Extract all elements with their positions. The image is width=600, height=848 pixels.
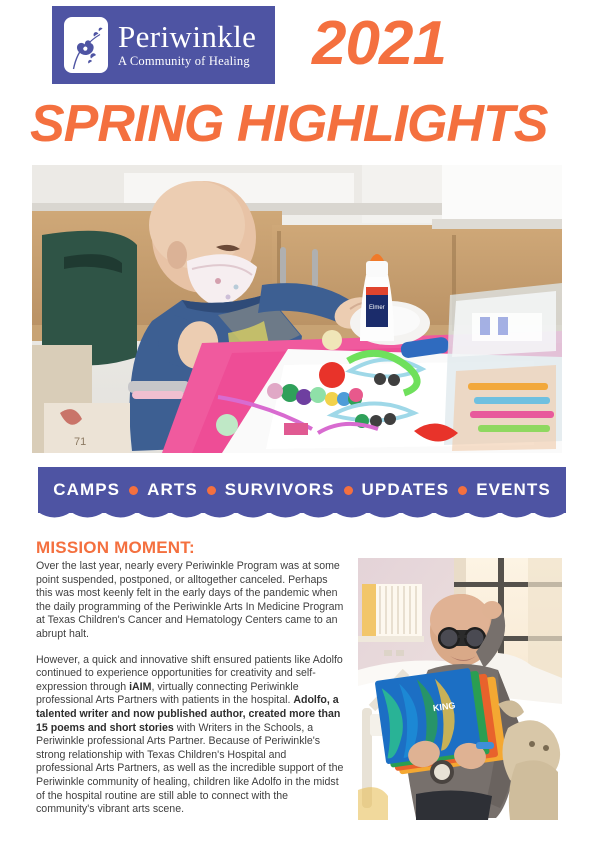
logo-name: Periwinkle — [118, 19, 257, 54]
mission-moment-heading: MISSION MOMENT: — [36, 538, 195, 557]
banner-category-updates[interactable]: UPDATES — [361, 480, 450, 499]
svg-text:71: 71 — [74, 436, 87, 448]
banner-category-events[interactable]: EVENTS — [476, 480, 551, 499]
mission-moment-body — [36, 560, 346, 829]
dot-separator-icon — [129, 486, 138, 495]
dot-separator-icon — [344, 486, 353, 495]
hero-photo — [32, 165, 562, 453]
page-title: SPRING HIGHLIGHTS — [30, 95, 548, 153]
logo-wordmark — [118, 21, 256, 69]
paragraph2-bold-adolfo: Adolfo, a talented writer and now published author, created more than 15 poems and short stories — [36, 694, 341, 734]
page-header — [0, 0, 600, 160]
paragraph2-text-1: However, a quick and innovative shift ensured patients like Adolfo continued to experience opportunities for creativity and self-expression through — [36, 653, 343, 693]
svg-text:KING: KING — [432, 700, 456, 714]
logo-tagline: A Community of Healing — [118, 54, 250, 68]
periwinkle-logo — [52, 6, 275, 84]
paragraph2-bold-iaim: iAIM — [129, 680, 152, 693]
svg-text:Elmer: Elmer — [369, 305, 385, 311]
dot-separator-icon — [207, 486, 216, 495]
paragraph2-text-2: , virtually connecting Periwinkle professional Arts Partners with patients in the hospital. — [36, 680, 299, 707]
year-title: 2021 — [312, 9, 446, 78]
banner-category-survivors[interactable]: SURVIVORS — [224, 480, 335, 499]
category-banner — [38, 467, 566, 529]
side-photo — [358, 558, 562, 820]
article-paragraph-2 — [36, 654, 346, 817]
paragraph2-text-3: with Writers in the Schools, a Periwinkle professional Arts Partner. Because of Periwinkle's strong relationship with Texas Children's Hospital and professional Arts Partners, as well as the incredible support of the Periwinkle community of healing, children like Adolfo in the midst of the hospital routine are still able to connect with the community's vibrant arts scene. — [36, 721, 344, 816]
banner-category-camps[interactable]: CAMPS — [53, 480, 121, 499]
periwinkle-flower-icon — [64, 17, 108, 73]
dot-separator-icon — [458, 486, 467, 495]
article-paragraph-1: Over the last year, nearly every Periwinkle Program was at some point suspended, postponed, or alltogether canceled. Perhaps this was most keenly felt in the early days of the pandemic when the daily programming of the Periwinkle Arts In Medicine Program at Texas Children's Cancer and Hematology Centers came to an abrupt halt. — [36, 560, 344, 640]
banner-category-list — [38, 467, 566, 513]
banner-category-arts[interactable]: ARTS — [147, 480, 198, 499]
